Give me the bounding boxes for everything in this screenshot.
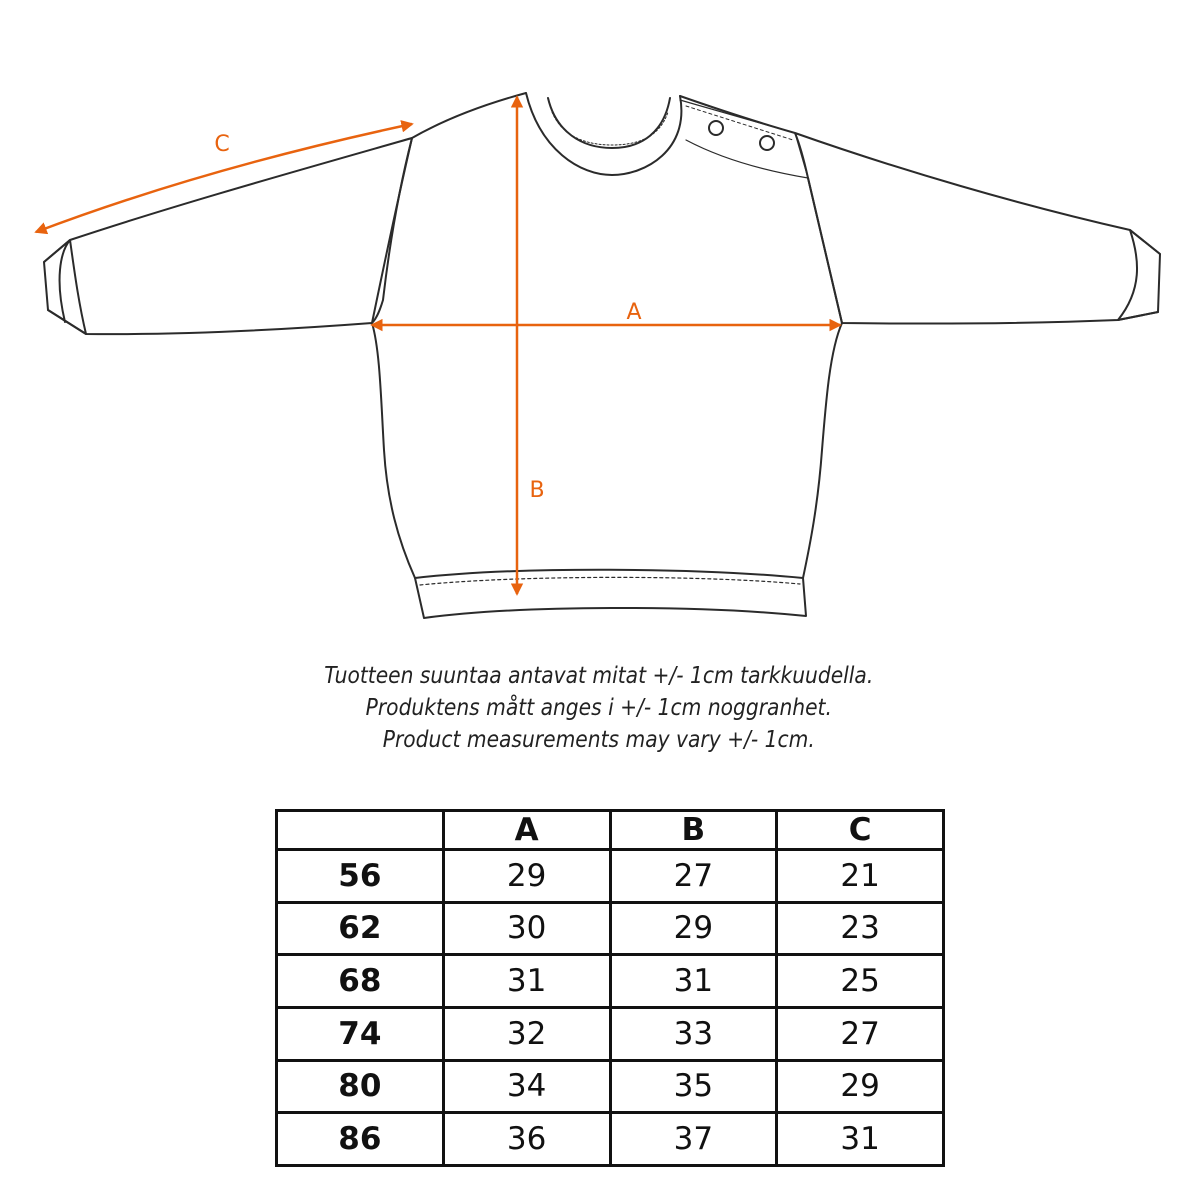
- table-row: [277, 955, 944, 1008]
- header-size: [277, 811, 444, 850]
- note-english: Product measurements may vary +/- 1cm.: [382, 727, 815, 753]
- hem-band-edge: [420, 577, 800, 585]
- value-b: 33: [610, 1007, 777, 1060]
- value-a: 29: [443, 850, 610, 903]
- snap-buttons: [709, 121, 774, 150]
- placket-stitch: [686, 106, 793, 140]
- table-row: [277, 850, 944, 903]
- right-cuff: [1118, 230, 1160, 320]
- size-cell: 86: [277, 1113, 444, 1166]
- header-c: C: [777, 811, 944, 850]
- header-b: B: [610, 811, 777, 850]
- value-b: 37: [610, 1113, 777, 1166]
- value-c: 27: [777, 1007, 944, 1060]
- size-cell: 74: [277, 1007, 444, 1060]
- size-cell: 56: [277, 850, 444, 903]
- value-c: 21: [777, 850, 944, 903]
- measurement-notes: [71, 660, 1127, 756]
- table-row: [277, 902, 944, 955]
- note-finnish: Tuotteen suuntaa antavat mitat +/- 1cm tarkkuudella.: [324, 663, 874, 689]
- value-b: 31: [610, 955, 777, 1008]
- label-b: B: [529, 478, 545, 503]
- snap-button: [760, 136, 774, 150]
- value-b: 35: [610, 1060, 777, 1113]
- left-sleeve: [44, 93, 526, 334]
- value-b: 29: [610, 902, 777, 955]
- neckline-stitch: [552, 112, 668, 145]
- value-b: 27: [610, 850, 777, 903]
- table-row: [277, 1007, 944, 1060]
- hem-band: [415, 570, 806, 618]
- body-outline: [372, 138, 842, 578]
- label-c: C: [214, 132, 230, 157]
- table-row: [277, 1060, 944, 1113]
- value-a: 31: [443, 955, 610, 1008]
- value-a: 30: [443, 902, 610, 955]
- note-swedish: Produktens mått anges i +/- 1cm noggranhet.: [365, 695, 832, 721]
- neckline-inner: [548, 98, 670, 148]
- measurement-arrows: [36, 97, 840, 594]
- size-table: [275, 809, 945, 1167]
- sweatshirt-outline: [44, 93, 1160, 618]
- value-c: 29: [777, 1060, 944, 1113]
- left-cuff: [44, 240, 86, 334]
- size-cell: 80: [277, 1060, 444, 1113]
- table-header-row: [277, 811, 944, 850]
- value-a: 36: [443, 1113, 610, 1166]
- header-a: A: [443, 811, 610, 850]
- size-cell: 62: [277, 902, 444, 955]
- value-c: 23: [777, 902, 944, 955]
- right-sleeve: [680, 96, 1160, 324]
- snap-button: [709, 121, 723, 135]
- table-row: [277, 1113, 944, 1166]
- size-cell: 68: [277, 955, 444, 1008]
- value-c: 31: [777, 1113, 944, 1166]
- value-a: 32: [443, 1007, 610, 1060]
- value-c: 25: [777, 955, 944, 1008]
- label-a: A: [626, 300, 642, 325]
- value-a: 34: [443, 1060, 610, 1113]
